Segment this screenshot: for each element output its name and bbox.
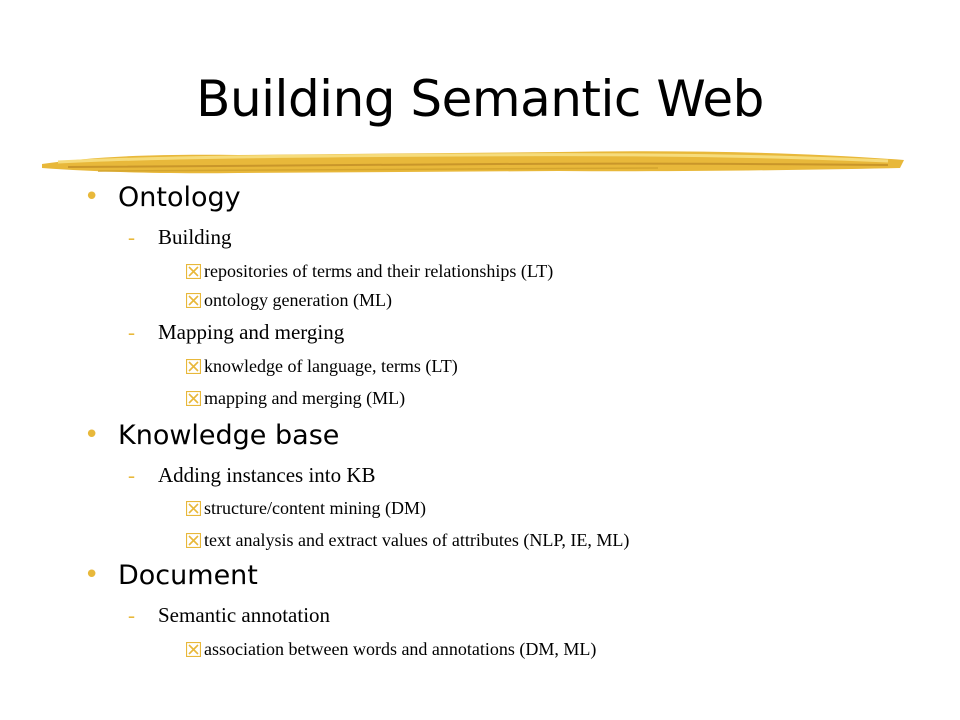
- x-box-icon: [186, 501, 201, 516]
- dot-bullet-icon: •: [84, 182, 100, 212]
- x-box-icon: [186, 642, 201, 657]
- dash-bullet-icon: -: [128, 463, 135, 487]
- dash-bullet-icon: -: [128, 225, 135, 249]
- slide: Building Semantic Web • Ontology - Building repositories of terms and their relationships (LT) ontology generation (ML) - Mapping and merging knowledge of language, terms (LT) mapping and merging (ML) • Knowledge base - Adding instances into KB structure/content mining (DM) text analysis and extract values of attributes (NLP, IE, ML) • Document - Semantic annotation association between words and annotations (DM, ML): [0, 0, 960, 720]
- x-box-icon: [186, 359, 201, 374]
- dash-bullet-icon: -: [128, 603, 135, 627]
- slide-title: Building Semantic Web: [196, 70, 764, 128]
- dash-bullet-icon: -: [128, 320, 135, 344]
- title-underline-brush: [38, 146, 908, 180]
- dot-bullet-icon: •: [84, 560, 100, 590]
- x-box-icon: [186, 391, 201, 406]
- x-box-icon: [186, 533, 201, 548]
- x-box-icon: [186, 293, 201, 308]
- dot-bullet-icon: •: [84, 420, 100, 450]
- x-box-icon: [186, 264, 201, 279]
